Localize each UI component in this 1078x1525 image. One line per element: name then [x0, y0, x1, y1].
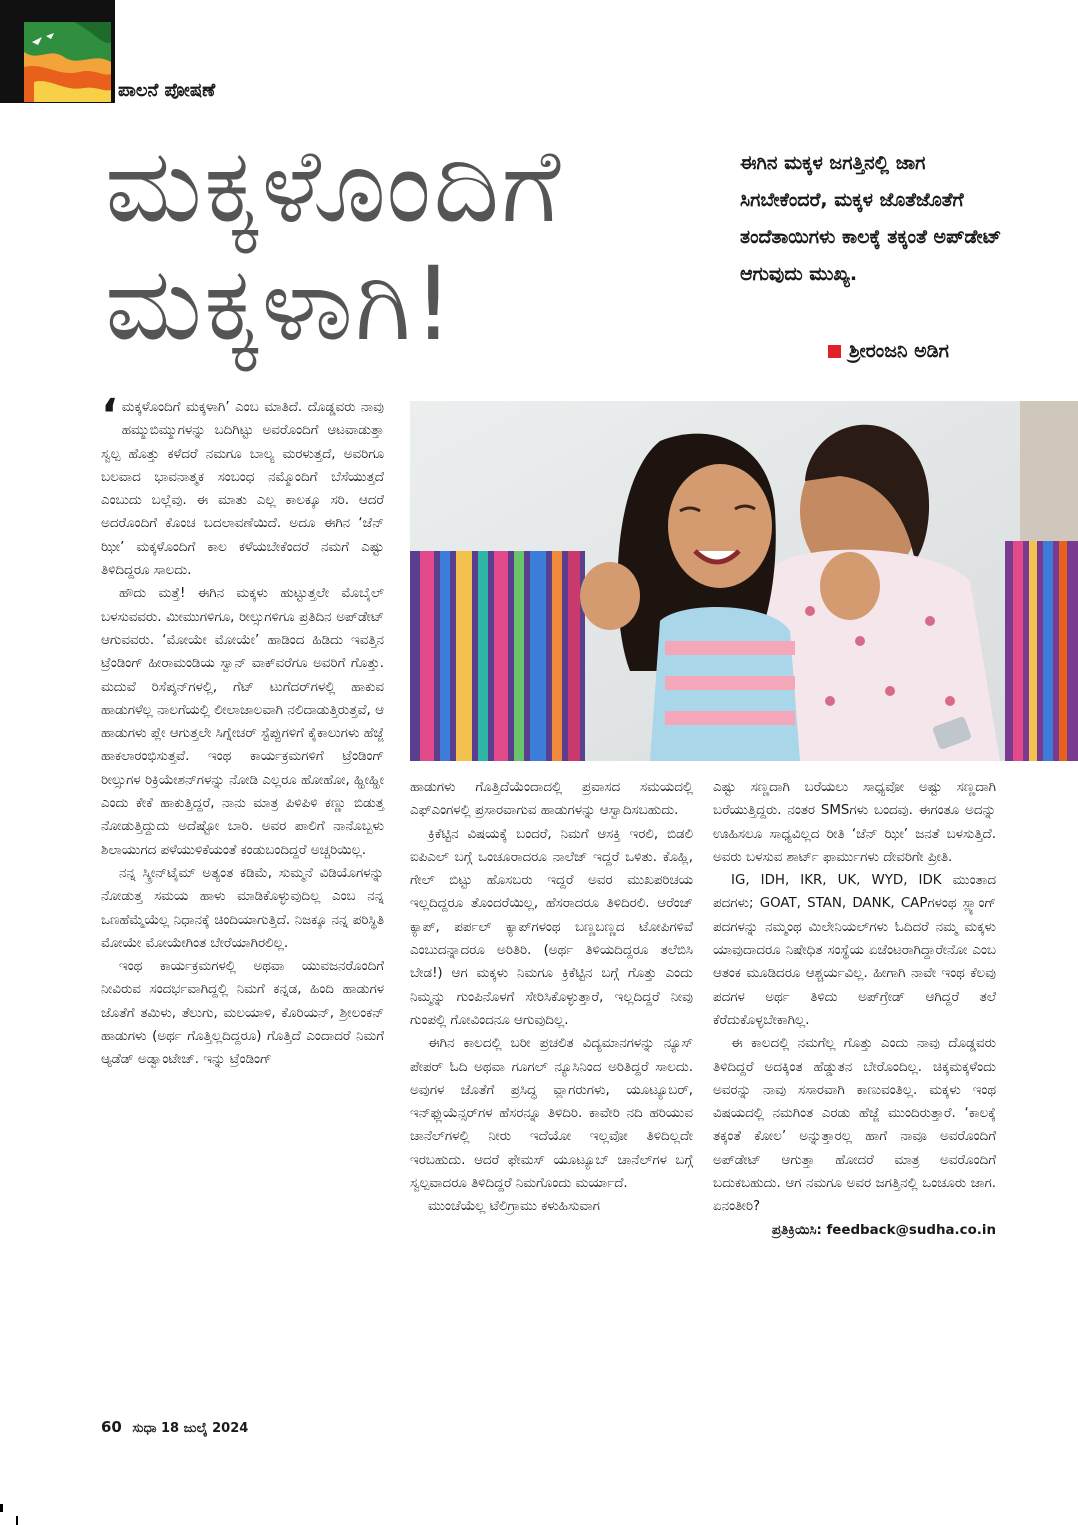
- paragraph: ಕ್ರಿಕೆಟ್ಟಿನ ವಿಷಯಕ್ಕೆ ಬಂದರೆ, ನಿಮಗೆ ಆಸಕ್ತಿ ಇರಲಿ, ಬಿಡಲಿ ಐಪಿಎಲ್ ಬಗ್ಗೆ ಒಂಚೂರಾದರೂ ನಾಲೆಜ್ ಇದ್ದರೆ ಒಳಿತು. ಕೊಹ್ಲಿ, ಗೇಲ್ ಬಿಟ್ಟು ಹೊಸಬರು ಇದ್ದರೆ ಅವರ ಮುಖಪರಿಚಯ ಇಲ್ಲದಿದ್ದರೂ ತೊಂದರೆಯಿಲ್ಲ, ಹೆಸರಾದರೂ ತಿಳಿದಿರಲಿ. ಆರೆಂಜ್ ಕ್ಯಾಪ್, ಪರ್ಪಲ್ ಕ್ಯಾಪ್‌ಗಳಂಥ ಬಣ್ಣಬಣ್ಣದ ಟೋಪಿಗಳಿವೆ ಎಂಬುದನ್ನಾದರೂ ಅರಿತಿರಿ. (ಅರ್ಥ ತಿಳಿಯದಿದ್ದರೂ ತಲೆಬಿಸಿ ಬೇಡ!) ಆಗ ಮಕ್ಕಳು ನಿಮಗೂ ಕ್ರಿಕೆಟ್ಟಿನ ಬಗ್ಗೆ ಗೊತ್ತು ಎಂದು ನಿಮ್ಮನ್ನು ಗುಂಪಿನೊಳಗೆ ಸೇರಿಸಿಕೊಳ್ಳುತ್ತಾರೆ, ಇಲ್ಲದಿದ್ದರೆ ನೀವು ಗುಂಪಲ್ಲಿ ಗೋವಿಂದನೂ ಆಗುವುದಿಲ್ಲ.: [410, 826, 693, 1028]
- paragraph: ಹಾಡುಗಳು ಗೊತ್ತಿದೆಯೆಂದಾದಲ್ಲಿ ಪ್ರವಾಸದ ಸಮಯದಲ್ಲಿ ಎಫ್‌ಎಂಗಳಲ್ಲಿ ಪ್ರಸಾರವಾಗುವ ಹಾಡುಗಳನ್ನು ಆಸ್ವಾದಿಸಬಹುದು.: [410, 780, 693, 819]
- paragraph: ಎಷ್ಟು ಸಣ್ಣದಾಗಿ ಬರೆಯಲು ಸಾಧ್ಯವೋ ಅಷ್ಟು ಸಣ್ಣದಾಗಿ ಬರೆಯುತ್ತಿದ್ದರು. ನಂತರ SMSಗಳು ಬಂದವು. ಈಗಂತೂ ಅದನ್ನು ಊಹಿಸಲೂ ಸಾಧ್ಯವಿಲ್ಲದ ರೀತಿ ‘ಜೆನ್ ಝೀ’ ಜನತೆ ಬಳಸುತ್ತಿದೆ. ಅವರು ಬಳಸುವ ಶಾರ್ಟ್ ಫಾರ್ಮುಗಳು ದೇವರಿಗೇ ಪ್ರೀತಿ.: [713, 780, 996, 865]
- page-footer: [101, 1418, 248, 1436]
- byline: [828, 340, 949, 362]
- page-number: 60: [101, 1418, 122, 1436]
- paragraph: IG, IDH, IKR, UK, WYD, IDK ಮುಂತಾದ ಪದಗಳು; GOAT, STAN, DANK, CAPಗಳಂಥ ಸ್ಲ್ಯಾಂಗ್ ಪದಗಳನ್ನು ನಮ್ಮಂಥ ಮಿಲೇನಿಯಲ್‌ಗಳು ಓದಿದರೆ ನಮ್ಮ ಮಕ್ಕಳು ಯಾವುದಾದರೂ ನಿಷೇಧಿತ ಸಂಸ್ಥೆಯ ಏಜೆಂಟರಾಗಿದ್ದಾರೇನೋ ಎಂಬ ಆತಂಕ ಮೂಡಿದರೂ ಆಶ್ಚರ್ಯವಿಲ್ಲ. ಹೀಗಾಗಿ ನಾವೇ ಇಂಥ ಕೆಲವು ಪದಗಳ ಅರ್ಥ ತಿಳಿದು ಅಪ್‌ಗ್ರೇಡ್ ಆಗಿದ್ದರೆ ತಲೆ ಕೆರೆದುಕೊಳ್ಳಬೇಕಾಗಿಲ್ಲ.: [713, 873, 996, 1028]
- paragraph: ಈ ಕಾಲದಲ್ಲಿ ನಮಗೆಲ್ಲ ಗೊತ್ತು ಎಂದು ನಾವು ದೊಡ್ಡವರು ತಿಳಿದಿದ್ದರೆ ಅದಕ್ಕಿಂತ ಹೆಡ್ಡುತನ ಬೇರೊಂದಿಲ್ಲ. ಚಿಕ್ಕಮಕ್ಕಳೆಂದು ಅವರನ್ನು ನಾವು ಸಸಾರವಾಗಿ ಕಾಣುವಂತಿಲ್ಲ. ಮಕ್ಕಳು ಇಂಥ ವಿಷಯದಲ್ಲಿ ನಮಗಿಂತ ಎರಡು ಹೆಜ್ಜೆ ಮುಂದಿರುತ್ತಾರೆ. ‘ಕಾಲಕ್ಕೆ ತಕ್ಕಂತೆ ಕೋಲ’ ಅನ್ನುತ್ತಾರಲ್ಲ ಹಾಗೆ ನಾವೂ ಅವರೊಂದಿಗೆ ಅಪ್‌ಡೇಟ್ ಆಗುತ್ತಾ ಹೋದರೆ ಮಾತ್ರ ಅವರೊಂದಿಗೆ ಬದುಕಬಹುದು. ಆಗ ನಮಗೂ ಅವರ ಜಗತ್ತಿನಲ್ಲಿ ಒಂಚೂರು ಜಾಗ. ಏನಂತೀರಿ?: [713, 1036, 996, 1215]
- headline-line-2: ಮಕ್ಕಳಾಗಿ!: [105, 245, 456, 364]
- crop-mark: [16, 1516, 18, 1525]
- section-label: ಪಾಲನೆ ಪೋಷಣೆ: [118, 80, 216, 101]
- article-photo: [410, 401, 1078, 761]
- drop-cap: ‘: [101, 390, 118, 441]
- feedback-line: ಪ್ರತಿಕ್ರಿಯಿಸಿ: feedback@sudha.co.in: [771, 1222, 996, 1238]
- paragraph: ಈಗಿನ ಕಾಲದಲ್ಲಿ ಬರೀ ಪ್ರಚಲಿತ ವಿದ್ಯಮಾನಗಳನ್ನು ನ್ಯೂಸ್ ಪೇಪರ್ ಓದಿ ಅಥವಾ ಗೂಗಲ್ ನ್ಯೂಸಿನಿಂದ ಅರಿತಿದ್ದರೆ ಸಾಲದು. ಅವುಗಳ ಜೊತೆಗೆ ಪ್ರಸಿದ್ಧ ವ್ಲಾಗರುಗಳು, ಯೂಟ್ಯೂಬರ್, ಇನ್‌ಫ್ಲುಯೆನ್ಸರ್‌ಗಳ ಹೆಸರನ್ನೂ ತಿಳಿದಿರಿ. ಕಾವೇರಿ ನದಿ ಹರಿಯುವ ಚಾನೆಲ್‌ಗಳಲ್ಲಿ ನೀರು ಇದೆಯೋ ಇಲ್ಲವೋ ತಿಳಿದಿಲ್ಲದೇ ಇರಬಹುದು. ಆದರೆ ಫೇಮಸ್ ಯೂಟ್ಯೂಬ್ ಚಾನೆಲ್‌ಗಳ ಬಗ್ಗೆ ಸ್ವಲ್ಪವಾದರೂ ತಿಳಿದಿದ್ದರೆ ನಿಮಗೊಂದು ಮರ್ಯಾದೆ.: [410, 1036, 693, 1192]
- red-square-icon: [828, 345, 841, 358]
- headline: [105, 128, 665, 364]
- section-logo-icon: [0, 0, 115, 103]
- article-column-1: [101, 390, 384, 1072]
- paragraph: ಹೌದು ಮತ್ತೆ! ಈಗಿನ ಮಕ್ಕಳು ಹುಟ್ಟುತ್ತಲೇ ಮೊಬೈಲ್ ಬಳಸುವವರು. ಮೀಮುಗಳಿಗೂ, ರೀಲ್ಸುಗಳಿಗೂ ಪ್ರತಿದಿನ ಅಪ್‌ಡೇಟ್ ಆಗುವವರು. ‘ಮೋಯೇ ಮೋಯೇ’ ಹಾಡಿಂದ ಹಿಡಿದು ಇವತ್ತಿನ ಟ್ರೆಂಡಿಂಗ್ ಹೀರಾಮಂಡಿಯ ಸ್ವಾನ್ ವಾಕ್‌ವರೆಗೂ ಅವರಿಗೆ ಗೊತ್ತು. ಮದುವೆ ರಿಸೆಪ್ಶನ್‌ಗಳಲ್ಲಿ, ಗೆಟ್ ಟುಗೆದರ್‌ಗಳಲ್ಲಿ ಹಾಕುವ ಹಾಡುಗಳೆಲ್ಲ ನಾಲಗೆಯಲ್ಲಿ ಲೀಲಾಜಾಲವಾಗಿ ನಲಿದಾಡುತ್ತಿರುತ್ತವೆ, ಆ ಹಾಡುಗಳು ಪ್ಲೇ ಆಗುತ್ತಲೇ ಸಿಗ್ನೇಚರ್ ಸ್ಟೆಪ್ಪುಗಳಿಗೆ ಕೈಕಾಲುಗಳು ಹೆಜ್ಜೆ ಹಾಕಲಾರಂಭಿಸುತ್ತವೆ. ಇಂಥ ಕಾರ್ಯಕ್ರಮಗಳಿಗೆ ಟ್ರೆಂಡಿಂಗ್ ರೀಲ್ಸುಗಳ ರಿಕ್ರಿಯೇಶನ್‌ಗಳನ್ನು ನೋಡಿ ಎಲ್ಲರೂ ಹೋಹೋ, ಹ್ಹೀಹ್ಹೀ ಎಂದು ಕೇಕೆ ಹಾಕುತ್ತಿದ್ದರೆ, ನಾನು ಮಾತ್ರ ಪಿಳಿಪಿಳಿ ಕಣ್ಣು ಬಿಡುತ್ತ ನೋಡುತ್ತಿದ್ದುದು ಅದೆಷ್ಟೋ ಬಾರಿ. ಅವರ ಪಾಲಿಗೆ ನಾನೊಬ್ಬಳು ಶಿಲಾಯುಗದ ಪಳೆಯುಳಿಕೆಯಂತೆ ಕಂಡುಬಂದಿದ್ದರೆ ಅಚ್ಚರಿಯಿಲ್ಲ.: [101, 586, 384, 858]
- author-name: ಶ್ರೀರಂಜನಿ ಅಡಿಗ: [849, 340, 949, 362]
- paragraph: ‘ ಮಕ್ಕಳೊಂದಿಗೆ ಮಕ್ಕಳಾಗಿ’ ಎಂಬ ಮಾತಿದೆ. ದೊಡ್ಡವರು ನಾವು ಹಮ್ಮುಬಿಮ್ಮುಗಳನ್ನು ಬದಿಗಿಟ್ಟು ಅವರೊಂದಿಗೆ ಆಟವಾಡುತ್ತಾ ಸ್ವಲ್ಪ ಹೊತ್ತು ಕಳೆದರೆ ನಮಗೂ ಬಾಲ್ಯ ಮರಳುತ್ತದೆ, ಅವರಿಗೂ ಬಲವಾದ ಭಾವನಾತ್ಮಕ ಸಂಬಂಧ ನಮ್ಮೊಂದಿಗೆ ಬೆಸೆಯುತ್ತದೆ ಎಂಬುದು ಬಲ್ಲೆವು. ಈ ಮಾತು ಎಲ್ಲ ಕಾಲಕ್ಕೂ ಸರಿ. ಆದರೆ ಅದರೊಂದಿಗೆ ಕೊಂಚ ಬದಲಾವಣೆಯಿದೆ. ಅದೂ ಈಗಿನ ‘ಜೆನ್ ಝೀ’ ಮಕ್ಕಳೊಂದಿಗೆ ಕಾಲ ಕಳೆಯಬೇಕೆಂದರೆ ನಮಗೆ ಎಷ್ಟು ತಿಳಿದಿದ್ದರೂ ಸಾಲದು.: [101, 390, 384, 579]
- article-column-2: [410, 776, 693, 1219]
- crop-mark: [0, 1504, 3, 1512]
- deck-summary: ಈಗಿನ ಮಕ್ಕಳ ಜಗತ್ತಿನಲ್ಲಿ ಜಾಗ ಸಿಗಬೇಕೆಂದರೆ, ಮಕ್ಕಳ ಜೊತೆಜೊತೆಗೆ ತಂದೆತಾಯಿಗಳು ಕಾಲಕ್ಕೆ ತಕ್ಕಂತೆ ಅಪ್‌ಡೇಟ್ ಆಗುವುದು ಮುಖ್ಯ.: [740, 152, 1002, 285]
- article-column-3: [713, 776, 996, 1242]
- paragraph: ಇಂಥ ಕಾರ್ಯಕ್ರಮಗಳಲ್ಲಿ ಅಥವಾ ಯುವಜನರೊಂದಿಗೆ ನೀವಿರುವ ಸಂದರ್ಭವಾಗಿದ್ದಲ್ಲಿ ನಿಮಗೆ ಕನ್ನಡ, ಹಿಂದಿ ಹಾಡುಗಳ ಜೊತೆಗೆ ತಮಿಳು, ತೆಲುಗು, ಮಲಯಾಳಿ, ಕೊರಿಯನ್, ಶ್ರೀಲಂಕನ್ ಹಾಡುಗಳು (ಅರ್ಥ ಗೊತ್ತಿಲ್ಲದಿದ್ದರೂ) ಗೊತ್ತಿದೆ ಎಂದಾದರೆ ನಿಮಗೆ ಆ್ಯಡೆಡ್ ಅಡ್ವಾಂಟೇಜ್. ಇನ್ನು ಟ್ರೆಂಡಿಂಗ್: [101, 959, 384, 1068]
- paragraph: ಮುಂಚೆಯೆಲ್ಲ ಟೆಲಿಗ್ರಾಮು ಕಳುಹಿಸುವಾಗ: [428, 1199, 600, 1215]
- publication-date: ಸುಧಾ 18 ಜುಲೈ 2024: [132, 1421, 249, 1436]
- headline-line-1: ಮಕ್ಕಳೊಂದಿಗೆ: [105, 127, 563, 246]
- paragraph: ನನ್ನ ಸ್ಕ್ರೀನ್‌ಟೈಮ್ ಅತ್ಯಂತ ಕಡಿಮೆ, ಸುಮ್ಮನೆ ವಿಡಿಯೊಗಳನ್ನು ನೋಡುತ್ತ ಸಮಯ ಹಾಳು ಮಾಡಿಕೊಳ್ಳುವುದಿಲ್ಲ ಎಂಬ ನನ್ನ ಒಣಹೆಮ್ಮೆಯೆಲ್ಲ ನಿಧಾನಕ್ಕೆ ಚಿಂದಿಯಾಗುತ್ತಿದೆ. ನಿಜಕ್ಕೂ ನನ್ನ ಪರಿಸ್ಥಿತಿ ಮೋಯೇ ಮೋಯೇಗಿಂತ ಬೇರೆಯಾಗಿರಲಿಲ್ಲ.: [101, 865, 384, 951]
